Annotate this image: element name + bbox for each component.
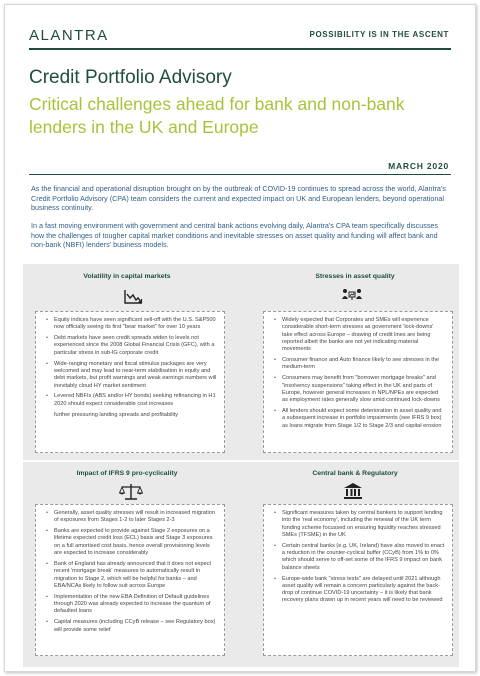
tagline: POSSIBILITY IS IN THE ASCENT: [309, 30, 449, 39]
date-rule: [29, 174, 451, 175]
list-item: • Europe-wide bank "stress tests" are delayed until 2021 although asset quality will remain a concern particularly against the back-drop of continue COVID-19 uncertainty – it is likely that bank recovery plans drawn up in recent years will need to be reviewed: [274, 576, 445, 605]
list-item: • Generally, asset quality stresses will result in increased migration of exposures from Stages 1-2 to later Stages 2-3: [46, 510, 217, 525]
list-item: • Widely expected that Corporates and SMEs will experience considerable short-term stresses as government 'lock-downs' take effect across Europe – drawing of credit lines are being reported albeit the banks are not yet indicating material movements: [274, 317, 445, 353]
line-chart-icon: [123, 289, 143, 305]
volatility-box: [35, 311, 225, 453]
list-item: • Debt markets have seen credit spreads widen to levels not experienced since the 2008 Global Financial Crisis (GFC), with a particular stress in sub-IG corporate credit: [46, 335, 217, 357]
intro-paragraph-1: As the financial and operational disruption brought on by the outbreak of COVID-19 continues to spread across the world, Alantra's Credit Portfolio Advisory (CPA) team considers the current and expected impact on UK and European lenders, beyond operational business continuity.: [31, 184, 446, 213]
intro-paragraph-2: In a fast moving environment with government and central bank actions evolving daily, Alantra's CPA team specifically discusses how the challenges of tougher capital market conditions and inevitable stresses on asset quality and funding will affect bank and non-bank (NBFI) lenders' business models.: [31, 221, 438, 250]
balance-scale-icon: [119, 483, 143, 501]
ifrs9-box: [35, 504, 225, 656]
list-item: • Wide-ranging monetary and fiscal stimulus packages are very welcomed and may lead to near-term stabilisation in equity and debt markets, but profit warnings and weak earnings numbers will inevitably cloud HY market sentiment: [46, 361, 217, 390]
list-item: • Consumer finance and Auto finance likely to see stresses in the medium-term: [274, 357, 445, 372]
list-item: • Bank of England has already announced that it does not expect recent 'mortgage break' measures to automatically result in migration to Stage 2, which will be helpful for banks – and EBA/NCAs likely to follow suit across Europe: [46, 561, 217, 590]
asset-quality-box: [263, 311, 453, 453]
list-item: • Banks are expected to provide against Stage 2 exposures on a lifetime expected credit loss (ECL) basis and Stage 3 exposures on a full amortised cost basis, hence overall provisioning levels are expected to increase considerably: [46, 528, 217, 557]
page-title: Credit Portfolio Advisory: [29, 67, 232, 88]
bank-building-icon: [343, 482, 363, 500]
list-item: • Consumers may benefit from "borrower mortgage breaks" and "insolvency suspensions" taking effect in the UK and parts of Europe, however general increases in NPL/NPEs are expected as employment rates generally slow amid continued lock-downs: [274, 375, 445, 404]
section-title-volatility: Volatility in capital markets: [83, 273, 171, 280]
people-chart-icon: [341, 287, 363, 305]
list-item: • Capital measures (including CCyB release – see Regulatory box) will provide some relief: [46, 619, 217, 634]
document-page: [4, 4, 476, 672]
page-subtitle: Critical challenges ahead for bank and non-bank lenders in the UK and Europe: [29, 94, 405, 137]
list-item: • All lenders should expect some deterioration in asset quality and a subsequent increase in portfolio impairments (see IFRS 9 box) as loans migrate from Stage 1/2 to Stage 2/3 and capital erosion: [274, 408, 445, 430]
list-item: • Equity indices have seen significant sell-off with the U.S. S&P500 now officially seeing its first "bear market" for over 10 years: [46, 317, 217, 332]
section-title-central-bank: Central bank & Regulatory: [312, 470, 398, 477]
section-title-ifrs9: Impact of IFRS 9 pro-cyclicality: [76, 470, 178, 477]
alantra-logo: ALANTRA: [29, 27, 109, 44]
list-item-continuation: further pressuring landing spreads and profitability: [54, 411, 179, 418]
central-bank-box: [263, 504, 453, 656]
list-item: • Significant measures taken by central bankers to support lending into the 'real economy', including the renewal of the UK term funding scheme focussed on ensuring liquidity reaches stressed SMEs (TFSME) in the UK: [274, 510, 445, 539]
report-date: MARCH 2020: [388, 161, 449, 171]
list-item: • Implementation of the new EBA Definition of Default guidelines through 2020 was already expected to increase the quantum of defaulted loans: [46, 594, 217, 616]
section-title-asset-quality: Stresses in asset quality: [315, 273, 395, 280]
list-item: • Certain central banks (e.g. UK, Ireland) have also moved to enact a reduction in the counter-cyclical buffer (CCyB) from 1% to 0% which should serve to off-set some of the IFRS 9 impact on bank balance sheets: [274, 543, 445, 572]
header-rule: [29, 48, 451, 50]
list-item: • Levered NBFIs (ABS and/or HY bonds) seeking refinancing in H1 2020 should expect considerable cost increases: [46, 393, 217, 408]
